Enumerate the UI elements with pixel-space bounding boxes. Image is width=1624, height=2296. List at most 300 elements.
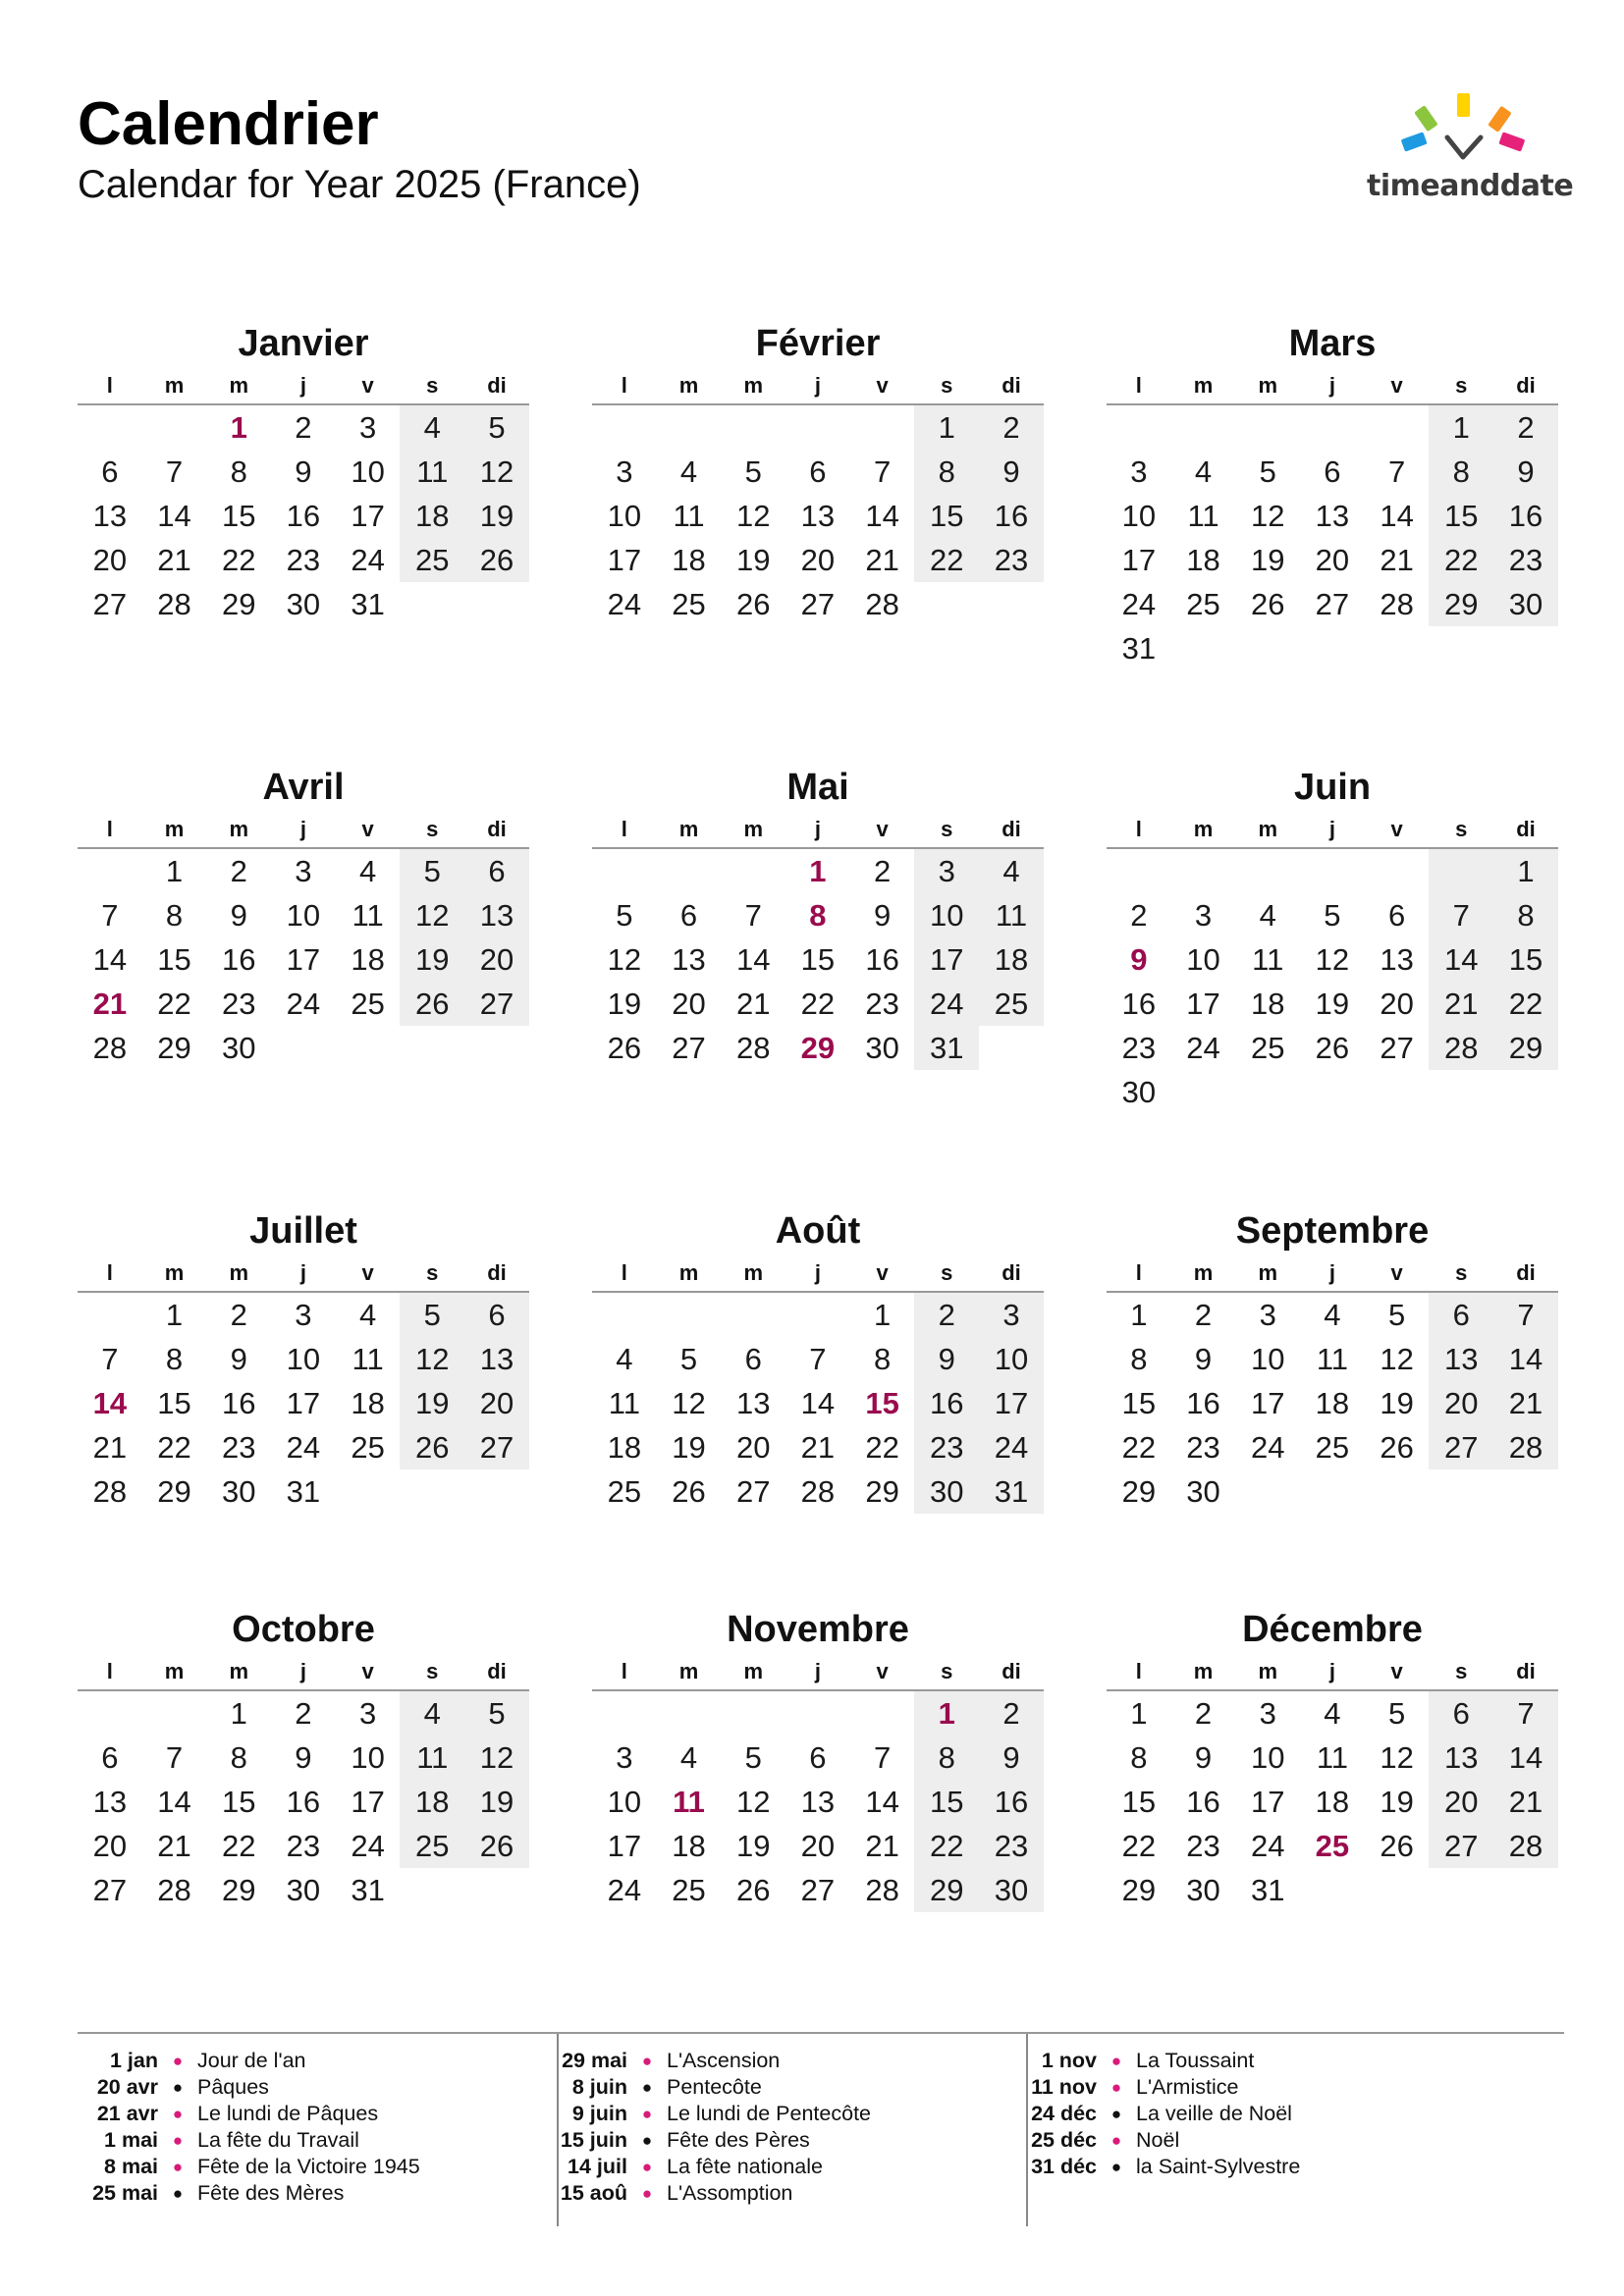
day-cell: 25 [1315,1430,1350,1465]
weekday-label: di [487,373,507,398]
day-cell: 5 [1387,1696,1406,1731]
day-cell: 18 [1186,543,1220,577]
day-cell: 24 [286,987,321,1021]
day-cell: 25 [351,1430,385,1465]
month-name: Octobre [232,1609,375,1650]
day-cell: 13 [1380,942,1414,977]
day-cell: 27 [672,1031,706,1065]
day-cell: 30 [1493,582,1558,626]
weekday-label: l [1135,373,1142,398]
public-holiday-dot-icon: ● [172,2130,184,2150]
weekday-label: j [1328,817,1335,841]
day-cell: 3 [616,454,633,489]
month-name: Avril [262,767,345,808]
day-cell: 18 [400,494,464,538]
empty-day-cell [1365,1868,1430,1912]
day-cell: 21 [1493,1381,1558,1425]
week-row [1107,582,1558,626]
weekday-label: di [487,817,507,841]
day-cell: 11 [352,898,384,933]
day-cell: 12 [1250,499,1285,533]
day-cell: 25 [672,1873,706,1907]
day-cell: 19 [1315,987,1350,1021]
day-cell: 27 [1315,587,1350,621]
week-row [592,494,1044,538]
day-cell: 22 [914,538,979,582]
week-row [1107,1070,1558,1114]
day-cell: 15 [1429,494,1493,538]
weekday-label: v [1390,1260,1403,1285]
holiday-name: Fête des Pères [667,2128,810,2152]
empty-day-cell [1429,626,1493,670]
day-cell: 14 [865,499,899,533]
day-cell: 8 [230,454,247,489]
holiday-column [547,2048,1008,2207]
empty-day-cell [721,1293,785,1337]
day-cell: 12 [1380,1342,1414,1376]
day-cell: 3 [616,1740,633,1775]
month-12 [1107,1605,1558,1912]
day-cell: 10 [914,893,979,937]
empty-day-cell [657,849,722,893]
empty-day-cell [142,405,207,450]
day-cell: 29 [157,1031,191,1065]
day-cell: 27 [92,587,128,621]
day-cell: 28 [735,1031,771,1065]
observance-dot-icon: ● [641,2077,653,2097]
day-cell: 13 [735,1386,771,1420]
empty-day-cell [1365,405,1430,450]
day-cell: 18 [607,1430,642,1465]
week-row [78,1868,529,1912]
day-cell: 2 [914,1293,979,1337]
empty-day-cell [78,1691,142,1735]
empty-day-cell [1235,1469,1300,1514]
observance-dot-icon: ● [1110,2104,1122,2123]
day-cell: 22 [865,1430,899,1465]
holiday-date: 15 juin [560,2128,627,2152]
holiday-row [1016,2048,1478,2074]
day-cell: 26 [607,1031,642,1065]
day-cell: 31 [1250,1873,1285,1907]
holiday-name: Fête de la Victoire 1945 [197,2155,420,2178]
holiday-name: La Toussaint [1136,2049,1255,2072]
day-cell: 20 [672,987,706,1021]
day-cell: 13 [1429,1735,1493,1780]
day-cell: 8 [1493,893,1558,937]
week-row [592,1469,1044,1514]
day-cell: 18 [1250,987,1285,1021]
month-7 [78,1206,529,1514]
empty-day-cell [400,1868,464,1912]
week-row [78,1469,529,1514]
day-cell: 22 [914,1824,979,1868]
day-cell: 27 [1380,1031,1414,1065]
day-cell: 25 [672,587,706,621]
day-cell: 22 [157,987,191,1021]
empty-day-cell [1235,1070,1300,1114]
week-row [78,1425,529,1469]
empty-day-cell [592,1691,657,1735]
weekday-label: s [426,817,439,841]
day-cell: 14 [1493,1735,1558,1780]
day-cell: 5 [616,898,633,933]
day-cell: 11 [352,1342,384,1376]
week-row [592,1381,1044,1425]
weekday-label: di [487,1659,507,1683]
empty-day-cell [78,405,142,450]
week-row [78,937,529,982]
day-cell: 7 [101,1342,119,1376]
holiday-date: 31 déc [1031,2155,1097,2178]
weekday-label: v [361,1260,374,1285]
weekday-label: l [621,373,627,398]
day-cell: 6 [464,849,529,893]
weekday-label: m [1258,817,1277,841]
week-row [592,1026,1044,1070]
week-row [78,893,529,937]
day-cell: 23 [286,1829,321,1863]
day-cell: 16 [221,942,256,977]
weekday-label: di [1001,373,1021,398]
day-cell: 13 [464,893,529,937]
day-cell: 12 [464,450,529,494]
day-cell: 16 [221,1386,256,1420]
day-cell: 4 [1324,1298,1341,1332]
weekday-label: s [1455,1260,1468,1285]
weekday-label: j [814,817,821,841]
day-cell: 17 [286,942,321,977]
day-cell: 26 [464,1824,529,1868]
week-row [1107,1735,1558,1780]
day-cell: 26 [1315,1031,1350,1065]
weekday-label: s [1455,373,1468,398]
day-cell: 7 [1387,454,1406,489]
weekday-label: di [487,1260,507,1285]
day-cell: 21 [1493,1780,1558,1824]
empty-day-cell [850,405,915,450]
day-cell: 17 [1250,1785,1285,1819]
day-cell: 18 [979,937,1044,982]
empty-day-cell [400,1469,464,1514]
day-cell: 18 [400,1780,464,1824]
weekday-label: v [876,373,889,398]
holiday-date: 1 mai [104,2128,158,2152]
holiday-row [547,2101,1008,2127]
day-cell: 9 [1194,1740,1213,1775]
weekday-label: s [941,817,953,841]
weekday-label: l [621,1260,627,1285]
day-cell: 17 [1121,543,1157,577]
day-cell: 12 [607,942,642,977]
day-cell: 22 [221,543,256,577]
empty-day-cell [78,1293,142,1337]
empty-day-cell [1171,1070,1236,1114]
page-title: Calendrier [78,90,379,158]
day-cell: 27 [1429,1824,1493,1868]
day-cell: 6 [1429,1691,1493,1735]
day-cell: 16 [1186,1785,1220,1819]
day-cell: 20 [1380,987,1414,1021]
holiday-row [78,2101,539,2127]
holiday-row [1016,2127,1478,2154]
observance-dot-icon: ● [641,2130,653,2150]
weekday-header [78,368,529,405]
day-cell: 11 [673,1785,705,1819]
holiday-name: L'Armistice [1136,2075,1239,2099]
day-cell: 23 [286,543,321,577]
holiday-row [78,2154,539,2180]
day-cell: 22 [221,1829,256,1863]
day-cell: 9 [914,1337,979,1381]
month-name: Mars [1288,323,1377,364]
holiday-row [547,2048,1008,2074]
day-cell: 28 [1429,1026,1493,1070]
day-cell: 30 [286,1873,321,1907]
day-cell: 6 [1387,898,1406,933]
weekday-label: m [229,1260,248,1285]
day-cell: 3 [1259,1696,1276,1731]
page-subtitle: Calendar for Year 2025 (France) [78,163,641,206]
day-cell: 14 [800,1386,836,1420]
day-cell: 2 [1130,898,1148,933]
holiday-row [1016,2154,1478,2180]
public-holiday-dot-icon: ● [641,2157,653,2176]
weekday-label: v [361,373,374,398]
week-row [78,494,529,538]
day-cell: 30 [286,587,321,621]
day-cell: 21 [865,1829,899,1863]
day-cell: 1 [230,410,247,445]
empty-day-cell [1365,849,1430,893]
day-cell: 15 [1493,937,1558,982]
day-cell: 7 [1429,893,1493,937]
day-cell: 25 [1186,587,1220,621]
day-cell: 6 [1324,454,1341,489]
weekday-label: s [1455,1659,1468,1683]
day-cell: 9 [979,1735,1044,1780]
weekday-label: l [621,817,627,841]
day-cell: 3 [358,410,377,445]
week-row [78,538,529,582]
empty-day-cell [1300,1868,1365,1912]
day-cell: 12 [464,1735,529,1780]
empty-day-cell [1235,405,1300,450]
day-cell: 16 [1121,987,1157,1021]
logo-wordmark: timeanddate [1367,169,1574,203]
day-cell: 12 [672,1386,706,1420]
day-cell: 14 [92,1386,128,1420]
holiday-divider [78,2032,1564,2034]
week-row [78,1293,529,1337]
day-cell: 2 [230,1298,247,1332]
holiday-date: 8 mai [104,2155,158,2178]
day-cell: 8 [230,1740,247,1775]
day-cell: 18 [672,543,706,577]
weekday-label: m [164,373,185,398]
timeanddate-logo[interactable] [1367,90,1574,208]
holiday-column [1016,2048,1478,2180]
day-cell: 19 [464,1780,529,1824]
empty-day-cell [592,1293,657,1337]
day-cell: 23 [1121,1031,1157,1065]
day-cell: 26 [735,587,771,621]
empty-day-cell [1107,405,1171,450]
day-cell: 30 [914,1469,979,1514]
day-cell: 17 [607,1829,642,1863]
day-cell: 15 [1121,1785,1157,1819]
day-cell: 3 [1130,454,1148,489]
empty-day-cell [78,849,142,893]
day-cell: 8 [873,1342,892,1376]
day-cell: 11 [400,1735,464,1780]
day-cell: 24 [607,1873,642,1907]
day-cell: 10 [979,1337,1044,1381]
observance-dot-icon: ● [1110,2157,1122,2176]
day-cell: 13 [92,1785,128,1819]
holiday-date: 25 mai [92,2181,158,2205]
day-cell: 2 [1493,405,1558,450]
day-cell: 9 [979,450,1044,494]
empty-day-cell [464,1469,529,1514]
day-cell: 9 [873,898,892,933]
day-cell: 12 [735,1785,771,1819]
day-cell: 8 [914,450,979,494]
day-cell: 27 [800,1873,836,1907]
day-cell: 27 [464,1425,529,1469]
week-row [592,450,1044,494]
day-cell: 27 [1429,1425,1493,1469]
week-row [78,1381,529,1425]
day-cell: 20 [1315,543,1350,577]
day-cell: 14 [92,942,128,977]
day-cell: 10 [1250,1342,1285,1376]
day-cell: 30 [1121,1075,1157,1109]
day-cell: 22 [1121,1430,1157,1465]
week-row [592,1293,1044,1337]
day-cell: 2 [1194,1298,1213,1332]
holiday-date: 9 juin [571,2102,627,2125]
week-row [1107,405,1558,450]
day-cell: 16 [286,1785,321,1819]
weekday-label: m [1193,1659,1214,1683]
day-cell: 30 [221,1031,256,1065]
day-cell: 4 [358,854,377,888]
holiday-name: L'Ascension [667,2049,781,2072]
holiday-date: 11 nov [1031,2075,1097,2099]
empty-day-cell [721,849,785,893]
empty-day-cell [1171,849,1236,893]
day-cell: 2 [295,1696,312,1731]
day-cell: 4 [400,405,464,450]
day-cell: 30 [1186,1474,1220,1509]
weekday-label: l [106,1659,113,1683]
weekday-label: s [941,373,953,398]
day-cell: 19 [672,1430,706,1465]
day-cell: 23 [1493,538,1558,582]
day-cell: 5 [464,1691,529,1735]
day-cell: 28 [1493,1425,1558,1469]
day-cell: 21 [865,543,899,577]
day-cell: 12 [400,893,464,937]
observance-dot-icon: ● [172,2183,184,2203]
week-row [592,982,1044,1026]
day-cell: 22 [1121,1829,1157,1863]
weekday-label: l [106,1260,113,1285]
day-cell: 1 [230,1696,247,1731]
empty-day-cell [464,1026,529,1070]
month-5 [592,763,1044,1070]
day-cell: 17 [1186,987,1220,1021]
week-row [592,1735,1044,1780]
day-cell: 24 [1186,1031,1220,1065]
month-name: Novembre [727,1609,909,1650]
day-cell: 3 [914,849,979,893]
weekday-header [78,812,529,849]
weekday-label: v [876,1659,889,1683]
weekday-header [592,1654,1044,1691]
empty-day-cell [657,405,722,450]
holiday-date: 15 aoû [560,2181,627,2205]
day-cell: 8 [165,1342,184,1376]
day-cell: 2 [295,410,312,445]
weekday-label: di [1001,817,1021,841]
day-cell: 27 [92,1873,128,1907]
day-cell: 6 [744,1342,762,1376]
day-cell: 29 [1429,582,1493,626]
empty-day-cell [721,405,785,450]
weekday-label: l [106,817,113,841]
day-cell: 9 [1130,942,1148,977]
holiday-date: 8 juin [571,2075,627,2099]
empty-day-cell [1300,849,1365,893]
empty-day-cell [721,1691,785,1735]
day-cell: 26 [735,1873,771,1907]
day-cell: 23 [865,987,899,1021]
day-cell: 1 [1130,1298,1148,1332]
holiday-row [547,2180,1008,2207]
weekday-label: l [106,373,113,398]
weekday-label: m [1193,817,1214,841]
day-cell: 9 [230,1342,247,1376]
day-cell: 21 [157,543,191,577]
day-cell: 19 [1380,1386,1414,1420]
weekday-label: m [743,1260,763,1285]
day-cell: 9 [230,898,247,933]
day-cell: 23 [1186,1430,1220,1465]
holiday-name: Fête des Mères [197,2181,345,2205]
weekday-label: m [1258,1260,1277,1285]
day-cell: 7 [165,1740,184,1775]
day-cell: 17 [351,1785,385,1819]
month-6 [1107,763,1558,1114]
day-cell: 31 [979,1469,1044,1514]
holiday-name: La fête nationale [667,2155,823,2178]
holiday-name: La fête du Travail [197,2128,359,2152]
day-cell: 21 [735,987,771,1021]
day-cell: 16 [979,494,1044,538]
day-cell: 21 [157,1829,191,1863]
empty-day-cell [400,582,464,626]
day-cell: 4 [679,454,698,489]
day-cell: 25 [400,1824,464,1868]
day-cell: 2 [873,854,892,888]
weekday-label: v [1390,1659,1403,1683]
weekday-label: j [1328,1260,1335,1285]
day-cell: 4 [1194,454,1213,489]
empty-day-cell [336,1469,401,1514]
day-cell: 2 [230,854,247,888]
